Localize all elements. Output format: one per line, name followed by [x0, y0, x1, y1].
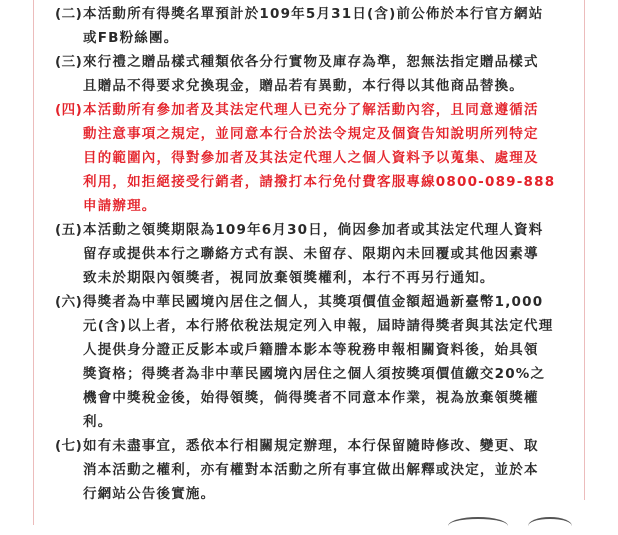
item-line: 利。	[83, 414, 113, 430]
notice-item-3	[55, 50, 539, 98]
item-line: 目的範圍內，得對參加者及其法定代理人之個人資料予以蒐集、處理及	[83, 150, 539, 166]
item-line: 或FB粉絲團。	[83, 30, 179, 46]
item-number: (二)	[55, 6, 83, 22]
decorative-curve	[448, 517, 508, 535]
item-line: 申請辦理。	[83, 198, 157, 214]
item-line: 得獎者為中華民國境內居住之個人，其獎項價值金額超過新臺幣1,000	[83, 294, 544, 310]
item-number: (六)	[55, 294, 83, 310]
item-line: 元(含)以上者，本行將依稅法規定列入申報，屆時請得獎者與其法定代理	[83, 318, 554, 334]
notice-item-7	[55, 434, 539, 506]
item-line: 消本活動之權利，亦有權對本活動之所有事宜做出解釋或決定，並於本	[83, 462, 539, 478]
decorative-curve	[528, 517, 572, 535]
notice-item-4	[55, 98, 555, 218]
frame-left-border	[33, 0, 34, 525]
item-line: 且贈品不得要求兌換現金，贈品若有異動，本行得以其他商品替換。	[83, 78, 524, 94]
item-line: 本活動所有得獎名單預計於109年5月31日(含)前公佈於本行官方網站	[83, 6, 544, 22]
notice-item-6	[55, 290, 553, 434]
item-line: 本活動之領獎期限為109年6月30日，倘因參加者或其法定代理人資料	[83, 222, 544, 238]
item-line: 本活動所有參加者及其法定代理人已充分了解活動內容，且同意遵循活	[83, 102, 539, 118]
item-line: 來行禮之贈品樣式種類依各分行實物及庫存為準，恕無法指定贈品樣式	[83, 54, 539, 70]
frame-right-border	[584, 0, 585, 500]
item-number: (五)	[55, 222, 83, 238]
item-line: 行網站公告後實施。	[83, 486, 216, 502]
item-line: 如有未盡事宜，悉依本行相關規定辦理，本行保留隨時修改、變更、取	[83, 438, 539, 454]
item-line: 機會中獎稅金後，始得領獎，倘得獎者不同意本作業，視為放棄領獎權	[83, 390, 539, 406]
notice-item-2	[55, 2, 544, 50]
item-line: 留存或提供本行之聯絡方式有誤、未留存、限期內未回覆或其他因素導	[83, 246, 539, 262]
item-line: 獎資格；得獎者為非中華民國境內居住之個人須按獎項價值繳交20%之	[83, 366, 546, 382]
item-number: (四)	[55, 102, 83, 118]
item-number: (三)	[55, 54, 83, 70]
item-line: 動注意事項之規定，並同意本行合於法令規定及個資告知說明所列特定	[83, 126, 539, 142]
item-line: 致未於期限內領獎者，視同放棄領獎權利，本行不再另行通知。	[83, 270, 495, 286]
item-line: 人提供身分證正反影本或戶籍謄本影本等稅務申報相關資料後，始具領	[83, 342, 539, 358]
notice-item-5	[55, 218, 543, 290]
item-number: (七)	[55, 438, 83, 454]
item-line: 利用，如拒絕接受行銷者，請撥打本行免付費客服專線0800-089-888	[83, 174, 556, 190]
